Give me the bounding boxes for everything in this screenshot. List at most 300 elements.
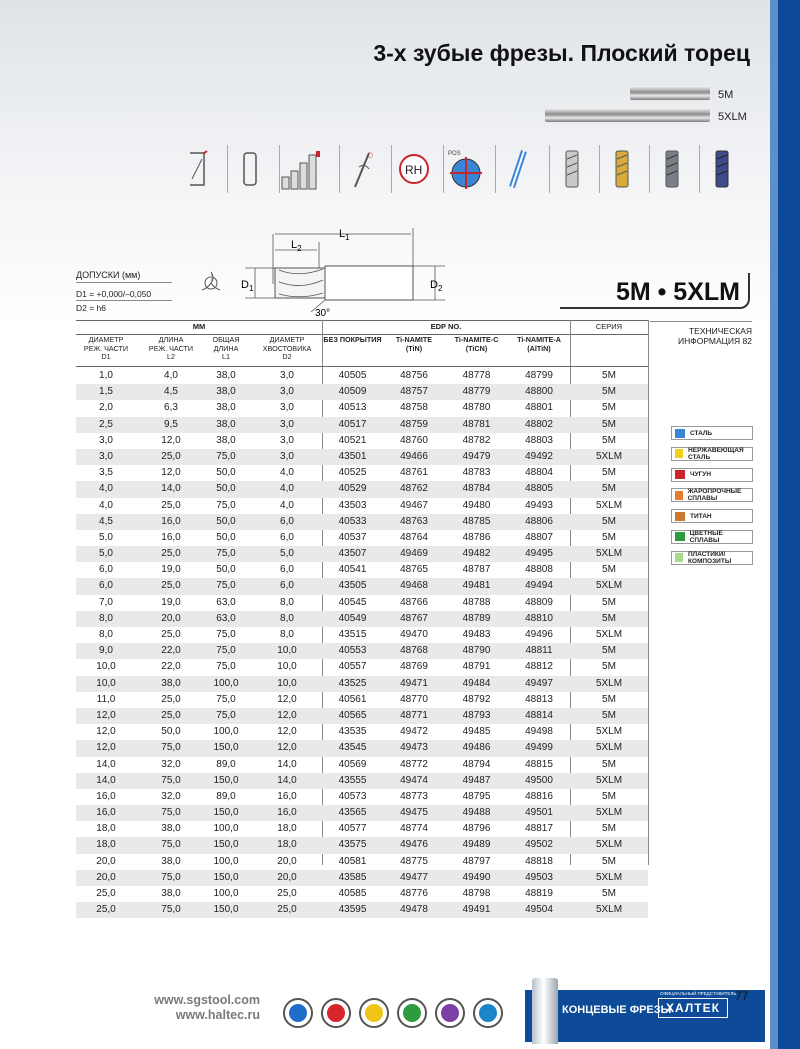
table-cell: 38,0 — [161, 855, 181, 867]
table-cell: 48775 — [400, 855, 428, 867]
table-cell: 48806 — [525, 515, 553, 527]
table-cell: 75,0 — [161, 742, 181, 754]
table-cell: 5M — [602, 888, 616, 899]
table-cell: 16,0 — [277, 790, 297, 802]
table-cell: 48788 — [462, 596, 491, 608]
table-cell: 63,0 — [216, 612, 236, 624]
table-cell: 5M — [602, 612, 616, 624]
table-cell: 6,0 — [280, 564, 294, 576]
table-cell: 40509 — [338, 386, 367, 398]
table-cell: 48818 — [525, 855, 553, 867]
table-cell: 5M — [602, 418, 616, 430]
table-row — [76, 692, 648, 708]
footer-category-icon — [321, 998, 351, 1028]
table-cell: 48792 — [462, 693, 491, 705]
table-cell: 5M — [602, 370, 616, 381]
table-cell: 40577 — [338, 823, 367, 835]
footer-category-icon — [473, 998, 503, 1028]
table-cell: 5XLM — [595, 839, 623, 851]
table-cell: 20,0 — [277, 855, 297, 867]
table-cell: 49475 — [400, 807, 428, 819]
table-cell: 40585 — [338, 888, 367, 899]
table-cell: 5M — [602, 531, 616, 543]
table-cell: 75,0 — [216, 709, 236, 721]
table-cell: 5M — [602, 596, 616, 608]
length-series-icon — [279, 145, 323, 193]
table-cell: 14,0 — [96, 774, 116, 786]
table-cell: 100,0 — [213, 888, 239, 899]
table-cell: 48804 — [525, 467, 553, 479]
table-cell: 75,0 — [216, 661, 236, 673]
tool-image-5xlm — [545, 108, 710, 122]
material-item: НЕРЖАВЕЮЩАЯ СТАЛЬ — [671, 447, 753, 461]
table-cell: 43501 — [338, 450, 367, 462]
table-cell: 38,0 — [216, 370, 236, 381]
table-cell: 49484 — [462, 677, 491, 689]
table-cell: 3,0 — [280, 386, 294, 398]
table-cell: 20,0 — [277, 871, 297, 883]
page-number: 77 — [735, 989, 749, 1003]
table-row — [76, 384, 648, 400]
table-cell: 20,0 — [161, 612, 181, 624]
table-cell: 4,0 — [280, 483, 294, 495]
product-table — [76, 368, 648, 918]
table-cell: 40557 — [338, 661, 367, 673]
column-header: ДЛИНА РЕЖ. ЧАСТИ L2 — [148, 335, 194, 361]
table-cell: 75,0 — [161, 871, 181, 883]
tech-info-reference[interactable]: ТЕХНИЧЕСКАЯ ИНФОРМАЦИЯ 82 — [678, 326, 752, 346]
table-cell: 50,0 — [216, 564, 236, 576]
table-cell: 75,0 — [216, 645, 236, 657]
table-row — [76, 530, 648, 546]
table-cell: 75,0 — [216, 629, 236, 640]
table-cell: 49500 — [525, 774, 553, 786]
table-cell: 49493 — [525, 499, 553, 511]
table-cell: 38,0 — [161, 888, 181, 899]
brand-box — [525, 990, 765, 1042]
table-cell: 4,0 — [164, 370, 178, 381]
table-cell: 89,0 — [216, 758, 236, 770]
table-cell: 8,0 — [280, 596, 294, 608]
table-cell: 75,0 — [161, 904, 181, 916]
table-cell: 49491 — [462, 904, 491, 916]
table-cell: 10,0 — [277, 677, 297, 689]
tool-label-5m: 5M — [718, 89, 734, 101]
table-cell: 14,0 — [277, 758, 297, 770]
table-cell: 18,0 — [277, 823, 297, 835]
table-cell: 32,0 — [161, 758, 181, 770]
table-cell: 48798 — [462, 888, 491, 899]
coating-ticn-icon — [649, 145, 693, 193]
table-cell: 48771 — [400, 709, 428, 721]
side-color-bar — [770, 0, 800, 1049]
table-cell: 48809 — [525, 596, 553, 608]
cylindrical-shank-icon — [227, 145, 271, 193]
table-row — [76, 902, 648, 918]
table-cell: 8,0 — [99, 629, 113, 640]
table-row — [76, 740, 648, 756]
table-cell: 75,0 — [161, 807, 181, 819]
tool-image-5m — [630, 86, 710, 100]
table-cell: 49483 — [462, 629, 491, 640]
table-cell: 50,0 — [216, 515, 236, 527]
group-series: СЕРИЯ — [595, 322, 623, 331]
coating-none-icon — [549, 145, 593, 193]
table-row — [76, 757, 648, 773]
table-cell: 100,0 — [213, 823, 239, 835]
table-right-edge — [648, 320, 649, 865]
table-cell: 16,0 — [161, 531, 181, 543]
table-cell: 48766 — [400, 596, 428, 608]
table-cell: 150,0 — [213, 774, 239, 786]
tech-info-divider — [650, 321, 752, 322]
table-cell: 7,0 — [99, 596, 113, 608]
table-cell: 48770 — [400, 693, 428, 705]
table-cell: 48802 — [525, 418, 553, 430]
table-row — [76, 870, 648, 886]
table-cell: 4,0 — [99, 499, 113, 511]
material-swatch — [675, 512, 685, 521]
table-cell: 49468 — [400, 580, 428, 592]
table-cell: 5XLM — [595, 450, 623, 462]
table-cell: 48782 — [462, 434, 491, 446]
feature-icons-row — [175, 145, 745, 195]
table-cell: 5M — [602, 515, 616, 527]
table-cell: 6,0 — [280, 580, 294, 592]
footer-urls — [110, 993, 260, 1023]
table-cell: 150,0 — [213, 742, 239, 754]
table-cell: 49486 — [462, 742, 491, 754]
table-cell: 48805 — [525, 483, 553, 495]
table-cell: 100,0 — [213, 677, 239, 689]
table-cell: 25,0 — [161, 580, 181, 592]
table-cell: 49496 — [525, 629, 553, 640]
table-cell: 25,0 — [277, 904, 297, 916]
table-cell: 40565 — [338, 709, 367, 721]
three-flute-icon — [495, 145, 539, 193]
table-cell: 48814 — [525, 709, 553, 721]
table-cell: 12,0 — [96, 742, 116, 754]
column-header: ОБЩАЯ ДЛИНА L1 — [212, 335, 240, 361]
table-cell: 25,0 — [96, 888, 116, 899]
table-cell: 3,0 — [280, 370, 294, 381]
table-cell: 40549 — [338, 612, 367, 624]
table-cell: 12,0 — [277, 709, 297, 721]
column-header: Ti-NAMITE (TiN) — [395, 335, 433, 353]
table-cell: 49499 — [525, 742, 553, 754]
tolerance-divider — [76, 282, 172, 283]
table-cell: 6,3 — [164, 402, 178, 414]
table-cell: 25,0 — [161, 693, 181, 705]
table-cell: 49481 — [462, 580, 491, 592]
table-cell: 5XLM — [595, 774, 623, 786]
table-cell: 4,0 — [280, 499, 294, 511]
table-cell: 150,0 — [213, 807, 239, 819]
table-row — [76, 627, 648, 643]
table-cell: 48813 — [525, 693, 553, 705]
table-row — [76, 789, 648, 805]
table-cell: 38,0 — [216, 418, 236, 430]
table-cell: 49470 — [400, 629, 428, 640]
table-cell: 48760 — [400, 434, 428, 446]
url-sgstool[interactable]: www.sgstool.com — [154, 993, 260, 1007]
table-cell: 48781 — [462, 418, 491, 430]
table-row — [76, 659, 648, 675]
table-cell: 49466 — [400, 450, 428, 462]
table-cell: 48784 — [462, 483, 491, 495]
group-mm: ММ — [192, 322, 206, 331]
table-cell: 5M — [602, 709, 616, 721]
table-row — [76, 854, 648, 870]
table-cell: 100,0 — [213, 726, 239, 738]
table-cell: 22,0 — [161, 645, 181, 657]
table-cell: 6,0 — [280, 531, 294, 543]
positive-rake-icon — [443, 145, 487, 193]
table-cell: 5M — [602, 386, 616, 398]
table-cell: 48816 — [525, 790, 553, 802]
coating-tin-icon — [599, 145, 643, 193]
table-cell: 16,0 — [96, 807, 116, 819]
table-cell: 18,0 — [96, 839, 116, 851]
table-cell: 49503 — [525, 871, 553, 883]
table-cell: 49497 — [525, 677, 553, 689]
table-cell: 1,5 — [99, 386, 113, 398]
table-cell: 43535 — [338, 726, 367, 738]
table-cell: 43585 — [338, 871, 367, 883]
table-cell: 50,0 — [216, 531, 236, 543]
footer-category-icon — [283, 998, 313, 1028]
table-cell: 3,0 — [280, 402, 294, 414]
table-cell: 48758 — [400, 402, 428, 414]
table-row — [76, 433, 648, 449]
table-row — [76, 724, 648, 740]
table-cell: 48763 — [400, 515, 428, 527]
table-cell: 40561 — [338, 693, 367, 705]
table-cell: 48774 — [400, 823, 428, 835]
table-cell: 48780 — [462, 402, 491, 414]
table-cell: 40541 — [338, 564, 367, 576]
table-row — [76, 805, 648, 821]
table-cell: 48797 — [462, 855, 491, 867]
table-cell: 5XLM — [595, 807, 623, 819]
column-header: Ti-NAMITE-A (AlTiN) — [517, 335, 561, 353]
table-cell: 49495 — [525, 548, 553, 560]
table-cell: 48789 — [462, 612, 491, 624]
table-row — [76, 400, 648, 416]
material-swatch — [675, 553, 683, 562]
table-cell: 43575 — [338, 839, 367, 851]
table-row — [76, 837, 648, 853]
table-cell: 5M — [602, 693, 616, 705]
table-cell: 49474 — [400, 774, 428, 786]
material-swatch — [675, 449, 683, 458]
helix-angle-icon — [339, 145, 383, 193]
table-cell: 49504 — [525, 904, 553, 916]
table-cell: 48793 — [462, 709, 491, 721]
table-cell: 8,0 — [280, 612, 294, 624]
table-cell: 4,5 — [99, 515, 113, 527]
table-cell: 19,0 — [161, 564, 181, 576]
table-cell: 48761 — [400, 467, 428, 479]
table-cell: 48791 — [462, 661, 491, 673]
material-item: ПЛАСТИКИ/КОМПОЗИТЫ — [671, 551, 753, 565]
table-row — [76, 676, 648, 692]
table-cell: 40513 — [338, 402, 367, 414]
table-cell: 25,0 — [161, 548, 181, 560]
materials-legend — [671, 426, 753, 572]
table-row — [76, 514, 648, 530]
table-cell: 48757 — [400, 386, 428, 398]
table-cell: 49467 — [400, 499, 428, 511]
table-cell: 22,0 — [161, 661, 181, 673]
table-cell: 12,0 — [277, 726, 297, 738]
table-cell: 49488 — [462, 807, 491, 819]
coating-altin-icon — [699, 145, 743, 193]
table-cell: 43505 — [338, 580, 367, 592]
table-cell: 2,0 — [99, 402, 113, 414]
tolerance-divider — [76, 300, 172, 301]
table-cell: 38,0 — [216, 402, 236, 414]
table-cell: 12,0 — [96, 709, 116, 721]
table-cell: 48759 — [400, 418, 428, 430]
table-cell: 3,0 — [280, 450, 294, 462]
table-cell: 18,0 — [96, 823, 116, 835]
table-row — [76, 465, 648, 481]
table-cell: 75,0 — [216, 499, 236, 511]
table-cell: 10,0 — [96, 677, 116, 689]
table-cell: 50,0 — [216, 483, 236, 495]
table-cell: 49494 — [525, 580, 553, 592]
material-item: ЧУГУН — [671, 468, 753, 482]
table-cell: 49485 — [462, 726, 491, 738]
table-cell: 49502 — [525, 839, 553, 851]
table-cell: 40525 — [338, 467, 367, 479]
table-cell: 48807 — [525, 531, 553, 543]
table-cell: 48795 — [462, 790, 491, 802]
table-cell: 48790 — [462, 645, 491, 657]
footer-category-icon — [359, 998, 389, 1028]
table-row — [76, 595, 648, 611]
table-cell: 32,0 — [161, 790, 181, 802]
table-cell: 9,0 — [99, 645, 113, 657]
table-cell: 20,0 — [96, 871, 116, 883]
table-cell: 75,0 — [216, 580, 236, 592]
table-cell: 4,0 — [99, 483, 113, 495]
url-haltec[interactable]: www.haltec.ru — [175, 1008, 260, 1022]
table-cell: 63,0 — [216, 596, 236, 608]
table-cell: 49490 — [462, 871, 491, 883]
table-cell: 14,0 — [161, 483, 181, 495]
table-row — [76, 886, 648, 902]
tool-dimension-diagram — [195, 220, 455, 320]
table-cell: 89,0 — [216, 790, 236, 802]
material-item: ЦВЕТНЫЕ СПЛАВЫ — [671, 530, 753, 544]
table-cell: 4,5 — [164, 386, 178, 398]
table-row — [76, 611, 648, 627]
table-cell: 40537 — [338, 531, 367, 543]
tolerances-title: ДОПУСКИ (мм) — [76, 270, 141, 280]
table-cell: 12,0 — [277, 742, 297, 754]
table-cell: 40569 — [338, 758, 367, 770]
table-cell: 49471 — [400, 677, 428, 689]
table-cell: 48811 — [525, 645, 553, 657]
table-cell: 10,0 — [277, 661, 297, 673]
footer-category-icon — [397, 998, 427, 1028]
table-row — [76, 481, 648, 497]
table-cell: 43565 — [338, 807, 367, 819]
table-cell: 150,0 — [213, 839, 239, 851]
table-cell: 48779 — [462, 386, 491, 398]
table-cell: 48819 — [525, 888, 553, 899]
table-cell: 2,5 — [99, 418, 113, 430]
table-cell: 40517 — [338, 418, 367, 430]
table-cell: 48785 — [462, 515, 491, 527]
column-header: ДИАМЕТР РЕЖ. ЧАСТИ D1 — [83, 335, 129, 361]
table-cell: 48812 — [525, 661, 553, 673]
table-cell: 16,0 — [277, 807, 297, 819]
table-cell: 75,0 — [161, 839, 181, 851]
table-cell: 43555 — [338, 774, 367, 786]
table-cell: 49501 — [525, 807, 553, 819]
table-cell: 48769 — [400, 661, 428, 673]
table-cell: 12,0 — [161, 467, 181, 479]
table-cell: 40533 — [338, 515, 367, 527]
table-cell: 49473 — [400, 742, 428, 754]
table-cell: 49492 — [525, 450, 553, 462]
table-cell: 5M — [602, 790, 616, 802]
table-cell: 25,0 — [96, 904, 116, 916]
table-cell: 150,0 — [213, 904, 239, 916]
table-cell: 12,0 — [277, 693, 297, 705]
end-mill-image — [532, 978, 558, 1044]
svg-text:POS: POS — [447, 151, 461, 157]
table-cell: 4,0 — [280, 467, 294, 479]
table-cell: 5XLM — [595, 871, 623, 883]
table-cell: 43525 — [338, 677, 367, 689]
table-cell: 48796 — [462, 823, 491, 835]
footer-icons — [283, 998, 523, 1032]
header-bottom-rule — [76, 366, 648, 367]
table-cell: 40529 — [338, 483, 367, 495]
table-cell: 3,0 — [280, 434, 294, 446]
table-cell: 43503 — [338, 499, 367, 511]
table-cell: 49489 — [462, 839, 491, 851]
table-cell: 10,0 — [277, 645, 297, 657]
table-cell: 6,0 — [99, 564, 113, 576]
table-cell: 6,0 — [280, 515, 294, 527]
l1-label: $L_1$ — [339, 228, 350, 242]
table-cell: 49482 — [462, 548, 491, 560]
material-swatch — [675, 429, 685, 438]
table-cell: 5M — [602, 467, 616, 479]
table-cell: 5XLM — [595, 742, 623, 754]
column-header: БЕЗ ПОКРЫТИЯ — [323, 335, 382, 344]
table-cell: 38,0 — [161, 677, 181, 689]
table-cell: 49498 — [525, 726, 553, 738]
table-cell: 20,0 — [96, 855, 116, 867]
table-cell: 5XLM — [595, 677, 623, 689]
table-cell: 5XLM — [595, 629, 623, 640]
material-item: ТИТАН — [671, 509, 753, 523]
table-cell: 19,0 — [161, 596, 181, 608]
table-cell: 48772 — [400, 758, 428, 770]
table-row — [76, 546, 648, 562]
table-row — [76, 562, 648, 578]
table-cell: 5M — [602, 434, 616, 446]
table-cell: 5M — [602, 483, 616, 495]
table-cell: 48786 — [462, 531, 491, 543]
column-header: ДИАМЕТР ХВОСТОВИКА D2 — [262, 335, 312, 361]
